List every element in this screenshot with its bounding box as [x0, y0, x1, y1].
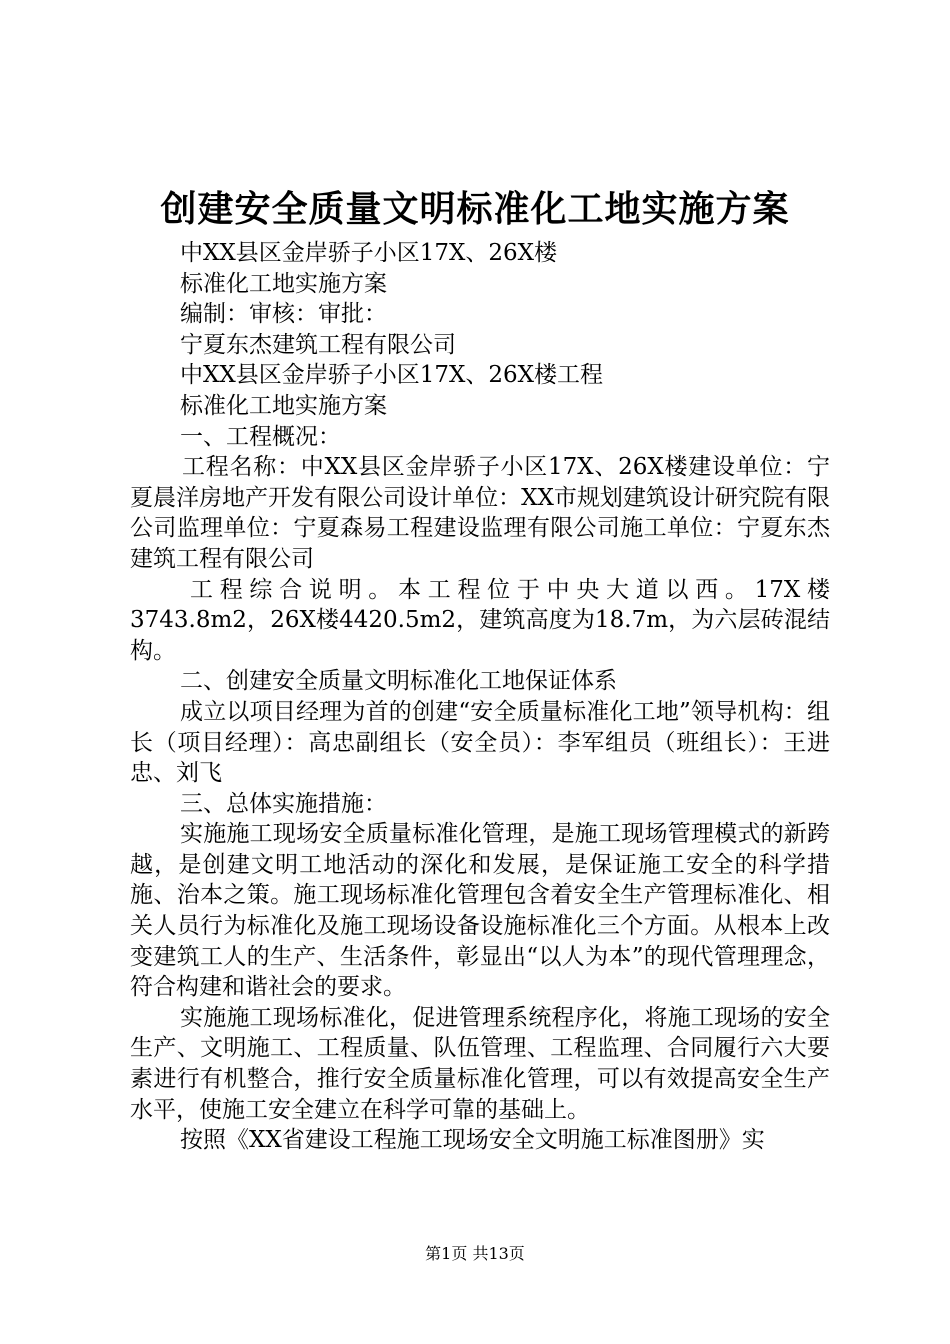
page-footer: 第1页 共13页: [425, 1244, 525, 1263]
cover-line-project-full: 中XX县区金岸骄子小区17X、26X楼工程: [180, 362, 604, 389]
document-body: [130, 238, 830, 1156]
cover-line-approval: 编制：审核：审批：: [180, 301, 387, 328]
paragraph-measure-2: 实施施工现场标准化，促进管理系统程序化，将施工现场的安全生产、文明施工、工程质量、队伍管理、工程监理、合同履行六大要素进行有机整合，推行安全质量标准化管理，可以有效提高安全生产水平，使施工安全建立在科学可靠的基础上。: [130, 1004, 830, 1123]
cover-line-company: 宁夏东杰建筑工程有限公司: [180, 331, 456, 358]
section-heading-guarantee-system: 二、创建安全质量文明标准化工地保证体系: [180, 668, 617, 695]
paragraph-measure-3: 按照《XX省建设工程施工现场安全文明施工标准图册》实: [180, 1127, 765, 1154]
cover-line-plan: 标准化工地实施方案: [180, 270, 387, 297]
document-title: 创建安全质量文明标准化工地实施方案: [160, 188, 790, 230]
paragraph-organization: 成立以项目经理为首的创建“安全质量标准化工地”领导机构：组长（项目经理）：高忠副组长（安全员）：李军组员（班组长）：王进忠、刘飞: [130, 698, 830, 787]
paragraph-project-info: 工程名称：中XX县区金岸骄子小区17X、26X楼建设单位：宁夏晨洋房地产开发有限公司设计单位：XX市规划建筑设计研究院有限公司监理单位：宁夏森易工程建设监理有限公司施工单位：宁夏东杰建筑工程有限公司: [130, 454, 830, 572]
cover-line-plan-2: 标准化工地实施方案: [180, 392, 387, 419]
cover-line-project: 中XX县区金岸骄子小区17X、26X楼: [180, 240, 558, 266]
section-heading-overview: 一、工程概况：: [180, 423, 341, 450]
paragraph-measure-1: 实施施工现场安全质量标准化管理，是施工现场管理模式的新跨越，是创建文明工地活动的深化和发展，是保证施工安全的科学措施、治本之策。施工现场标准化管理包含着安全生产管理标准化、相关人员行为标准化及施工现场设备设施标准化三个方面。从根本上改变建筑工人的生产、生活条件，彰显出“以人为本”的现代管理理念，符合构建和谐社会的要求。: [130, 821, 830, 1001]
section-heading-measures: 三、总体实施措施：: [180, 790, 387, 817]
paragraph-general-description: 工程综合说明。本工程位于中央大道以西。17X楼3743.8m2，26X楼4420.5m2，建筑高度为18.7m，为六层砖混结构。: [130, 576, 830, 664]
